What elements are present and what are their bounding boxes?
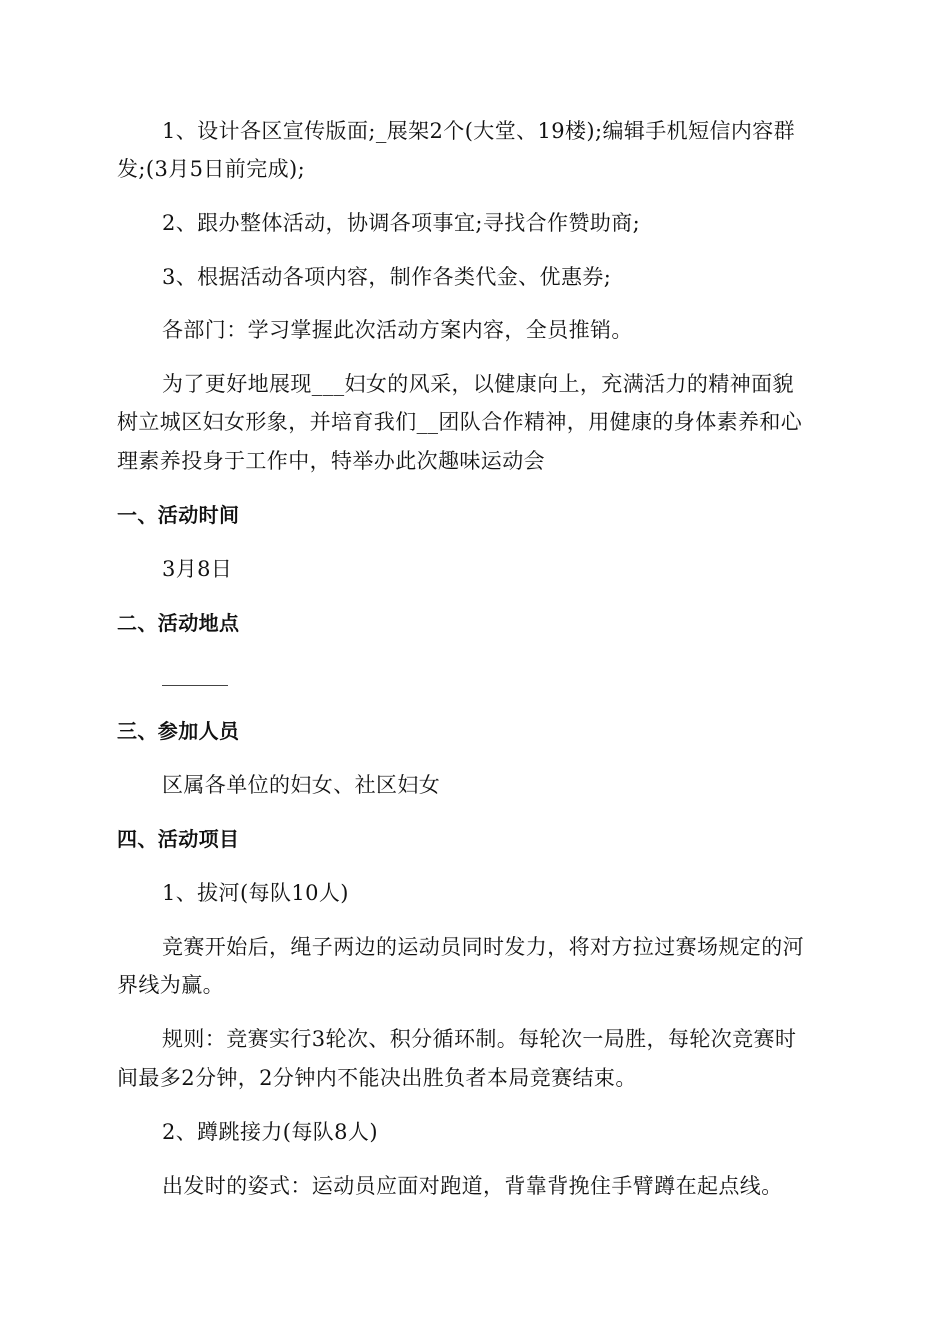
paragraph-line: 间最多2分钟，2分钟内不能决出胜负者本局竞赛结束。	[117, 1066, 637, 1090]
section-heading-participants: 三、参加人员	[117, 719, 240, 743]
paragraph-line: 规则：竞赛实行3轮次、积分循环制。每轮次一局胜，每轮次竞赛时	[162, 1027, 797, 1051]
paragraph-line: 界线为赢。	[117, 973, 224, 997]
paragraph-line: 3、根据活动各项内容，制作各类代金、优惠券;	[162, 265, 612, 289]
paragraph-line: 2、跟办整体活动，协调各项事宜;寻找合作赞助商;	[162, 211, 641, 235]
event-item-tug-of-war: 1、拔河(每队10人)	[162, 881, 349, 905]
section-heading-events: 四、活动项目	[117, 827, 240, 851]
paragraph-line: 理素养投身于工作中，特举办此次趣味运动会	[117, 449, 545, 473]
section-heading-time: 一、活动时间	[117, 503, 240, 527]
participants-text: 区属各单位的妇女、社区妇女	[162, 773, 441, 797]
location-blank-line	[162, 685, 228, 686]
paragraph-line: 各部门：学习掌握此次活动方案内容，全员推销。	[162, 318, 633, 342]
paragraph-line: 1、设计各区宣传版面;_展架2个(大堂、19楼);编辑手机短信内容群	[162, 119, 796, 143]
section-heading-location: 二、活动地点	[117, 611, 240, 635]
paragraph-line: 竞赛开始后，绳子两边的运动员同时发力，将对方拉过赛场规定的河	[162, 935, 804, 959]
paragraph-line: 树立城区妇女形象，并培育我们__团队合作精神，用健康的身体素养和心	[117, 410, 803, 434]
paragraph-line: 发;(3月5日前完成);	[117, 157, 306, 181]
paragraph-line: 为了更好地展现___妇女的风采，以健康向上，充满活力的精神面貌	[162, 372, 794, 396]
event-item-squat-jump-relay: 2、蹲跳接力(每队8人)	[162, 1120, 378, 1144]
paragraph-line: 出发时的姿式：运动员应面对跑道，背靠背挽住手臂蹲在起点线。	[162, 1174, 783, 1198]
event-date: 3月8日	[162, 557, 233, 581]
